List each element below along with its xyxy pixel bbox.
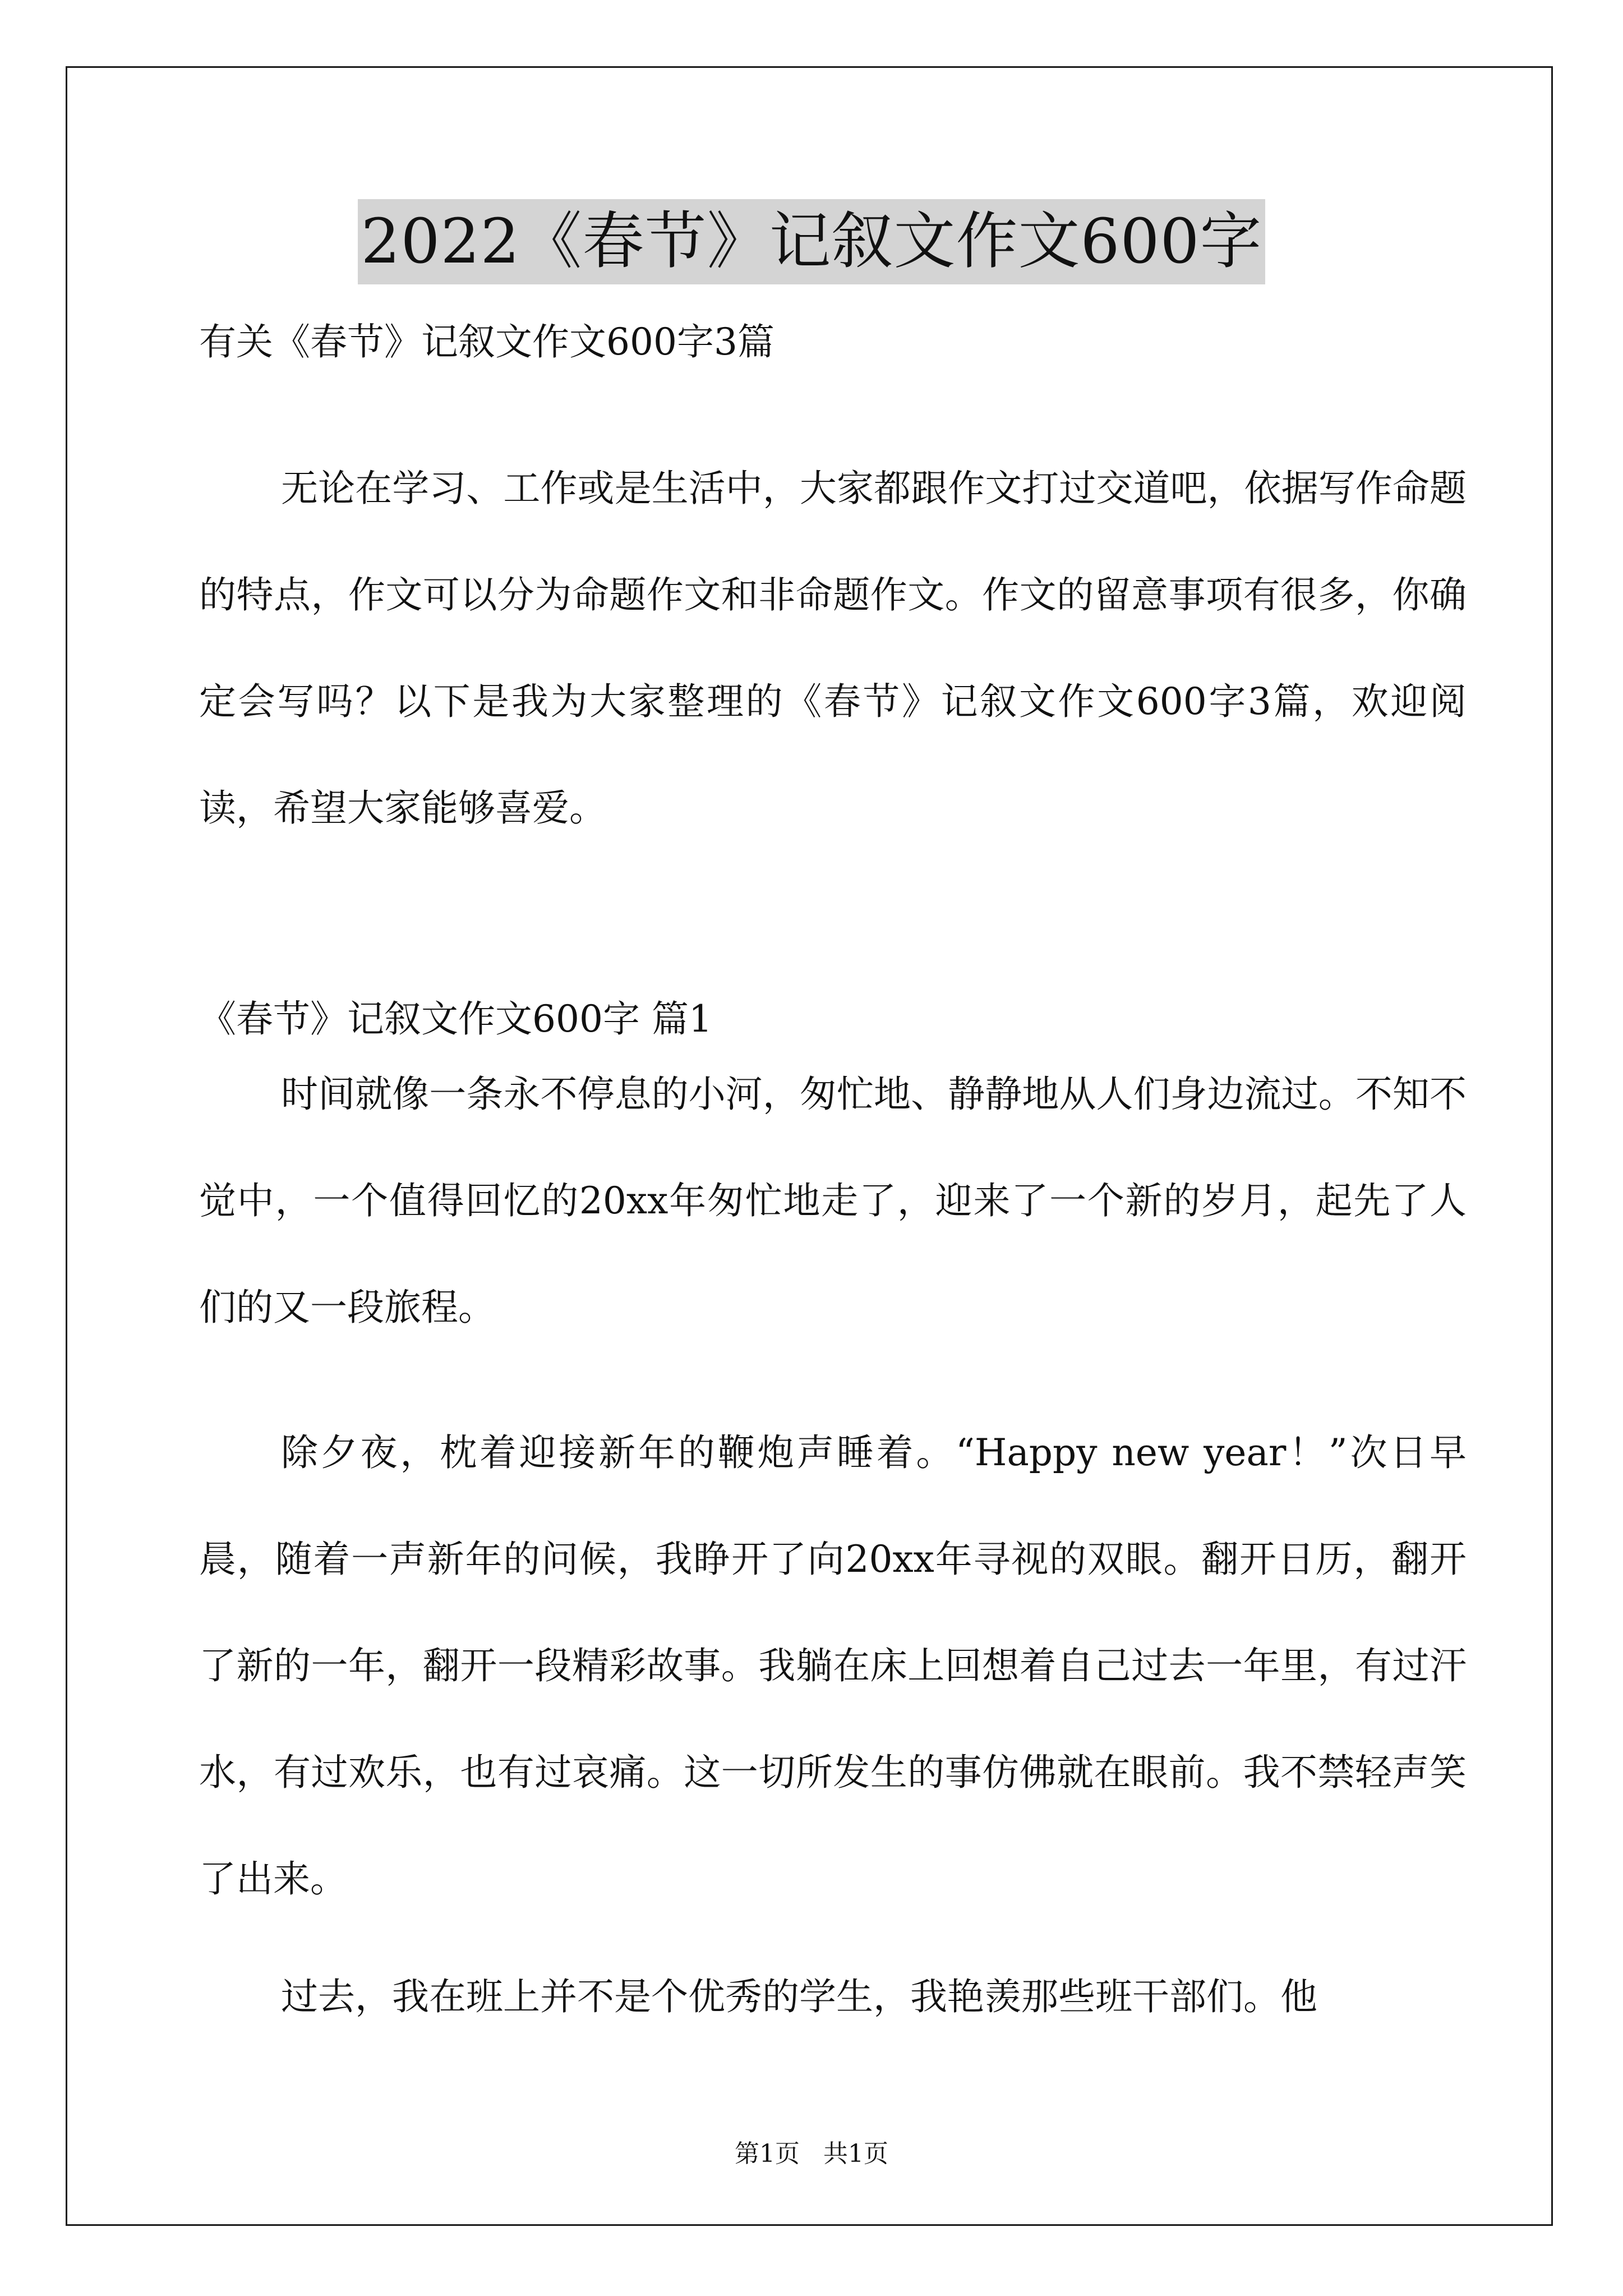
document-title-text: 2022《春节》记叙文作文600字	[358, 199, 1266, 284]
section-heading: 《春节》记叙文作文600字 篇1	[199, 997, 712, 1041]
body-paragraph-2: 除夕夜，枕着迎接新年的鞭炮声睡着。“Happy new year！”次日早晨，随着一声新年的问候，我睁开了向20xx年寻视的双眼。翻开日历，翻开了新的一年，翻开一段精彩故事。我躺在床上回想着自己过去一年里，有过汗水，有过欢乐，也有过哀痛。这一切所发生的事仿佛就在眼前。我不禁轻声笑了出来。	[199, 1431, 1467, 1901]
document-subtitle: 有关《春节》记叙文作文600字3篇	[199, 320, 774, 364]
page-footer: 第1页 共1页	[735, 2139, 888, 2168]
body-paragraph-3: 过去，我在班上并不是个优秀的学生，我艳羡那些班干部们。他	[281, 1975, 1317, 2018]
document-title	[0, 199, 1623, 284]
intro-paragraph: 无论在学习、工作或是生活中，大家都跟作文打过交道吧，依据写作命题的特点，作文可以分为命题作文和非命题作文。作文的留意事项有很多，你确定会写吗？以下是我为大家整理的《春节》记叙文作文600字3篇，欢迎阅读，希望大家能够喜爱。	[199, 467, 1467, 830]
body-paragraph-1: 时间就像一条永不停息的小河，匆忙地、静静地从人们身边流过。不知不觉中，一个值得回忆的20xx年匆忙地走了，迎来了一个新的岁月，起先了人们的又一段旅程。	[199, 1073, 1467, 1329]
